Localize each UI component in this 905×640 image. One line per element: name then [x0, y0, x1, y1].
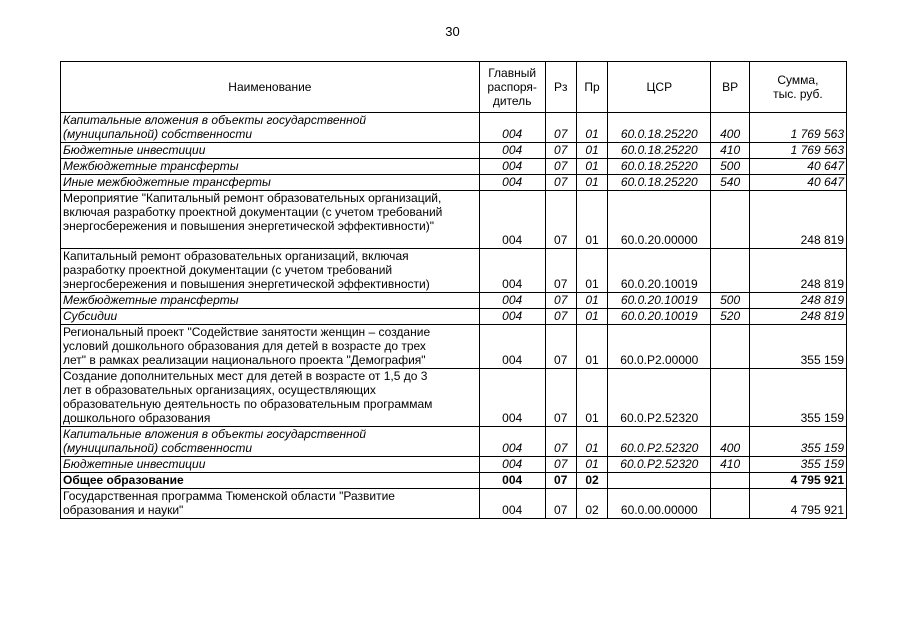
- cell-vr: 500: [711, 293, 749, 309]
- cell-name-line: Государственная программа Тюменской области "Развитие: [63, 489, 395, 503]
- cell-admin: 004: [479, 427, 545, 457]
- cell-name-line: дошкольного образования: [63, 411, 211, 425]
- table-row: [61, 143, 847, 159]
- cell-admin: 004: [479, 293, 545, 309]
- cell-name-line: Капитальные вложения в объекты государственной: [63, 113, 367, 127]
- cell-admin: 004: [479, 457, 545, 473]
- cell-csr: 60.0.P2.52320: [608, 457, 711, 473]
- header-vr: ВР: [711, 62, 749, 113]
- cell-sum: 4 795 921: [749, 473, 846, 489]
- cell-pr: 01: [576, 191, 607, 249]
- cell-vr: 400: [711, 427, 749, 457]
- table-row: [61, 113, 847, 143]
- cell-admin: 004: [479, 369, 545, 427]
- cell-name: [61, 159, 480, 175]
- table-row: [61, 473, 847, 489]
- cell-sum: 4 795 921: [749, 489, 846, 519]
- cell-sum: 1 769 563: [749, 113, 846, 143]
- cell-admin: 004: [479, 143, 545, 159]
- cell-vr: [711, 473, 749, 489]
- cell-name-line: Субсидии: [63, 309, 118, 323]
- cell-csr: 60.0.18.25220: [608, 143, 711, 159]
- table-row: [61, 159, 847, 175]
- header-sum-line: тыс. руб.: [773, 87, 823, 101]
- cell-name-line: (муниципальной) собственности: [63, 127, 253, 141]
- cell-name-line: лет" в рамках реализации национального проекта "Демография": [63, 353, 426, 367]
- cell-name-line: Капитальный ремонт образовательных организаций, включая: [63, 249, 409, 263]
- cell-rz: 07: [545, 159, 576, 175]
- cell-name-line: включая разработку проектной документации (с учетом требований: [63, 205, 443, 219]
- table-row: [61, 427, 847, 457]
- cell-rz: 07: [545, 191, 576, 249]
- cell-name: [61, 457, 480, 473]
- cell-sum: 40 647: [749, 159, 846, 175]
- cell-csr: 60.0.00.00000: [608, 489, 711, 519]
- cell-csr: 60.0.18.25220: [608, 175, 711, 191]
- cell-pr: 02: [576, 489, 607, 519]
- page-number: 30: [445, 24, 460, 39]
- cell-pr: 01: [576, 113, 607, 143]
- budget-table: [60, 61, 847, 519]
- table-row: [61, 191, 847, 249]
- cell-pr: 01: [576, 427, 607, 457]
- table-header-row: [61, 62, 847, 113]
- cell-sum: 248 819: [749, 309, 846, 325]
- cell-name: [61, 175, 480, 191]
- cell-vr: 410: [711, 457, 749, 473]
- cell-rz: 07: [545, 457, 576, 473]
- cell-csr: 60.0.18.25220: [608, 159, 711, 175]
- cell-rz: 07: [545, 143, 576, 159]
- cell-name: [61, 143, 480, 159]
- cell-name: [61, 489, 480, 519]
- cell-sum: 248 819: [749, 191, 846, 249]
- cell-name: [61, 473, 480, 489]
- cell-sum: 355 159: [749, 369, 846, 427]
- cell-pr: 01: [576, 143, 607, 159]
- header-sum: [749, 62, 846, 113]
- cell-admin: 004: [479, 249, 545, 293]
- header-csr: ЦСР: [608, 62, 711, 113]
- cell-admin: 004: [479, 159, 545, 175]
- cell-name: [61, 191, 480, 249]
- cell-name-line: разработку проектной документации (с учетом требований: [63, 263, 393, 277]
- cell-sum: 248 819: [749, 293, 846, 309]
- cell-vr: [711, 249, 749, 293]
- cell-name-line: [63, 233, 477, 247]
- cell-vr: [711, 325, 749, 369]
- cell-vr: 500: [711, 159, 749, 175]
- cell-vr: 400: [711, 113, 749, 143]
- table-row: [61, 249, 847, 293]
- cell-sum: 40 647: [749, 175, 846, 191]
- cell-rz: 07: [545, 489, 576, 519]
- cell-sum: 1 769 563: [749, 143, 846, 159]
- table-body: [61, 113, 847, 519]
- cell-sum: 355 159: [749, 457, 846, 473]
- cell-name-line: Мероприятие "Капитальный ремонт образовательных организаций,: [63, 191, 442, 205]
- cell-name-line: образования и науки": [63, 503, 184, 517]
- cell-vr: [711, 489, 749, 519]
- cell-name-line: условий дошкольного образования для детей в возрасте до трех: [63, 339, 426, 353]
- cell-pr: 01: [576, 325, 607, 369]
- table-row: [61, 309, 847, 325]
- cell-name: [61, 427, 480, 457]
- cell-sum: 248 819: [749, 249, 846, 293]
- cell-name: [61, 249, 480, 293]
- cell-admin: 004: [479, 489, 545, 519]
- cell-name-line: Создание дополнительных мест для детей в возрасте от 1,5 до 3: [63, 369, 428, 383]
- cell-csr: 60.0.20.10019: [608, 249, 711, 293]
- cell-name-line: Региональный проект "Содействие занятости женщин – создание: [63, 325, 431, 339]
- table-row: [61, 369, 847, 427]
- cell-admin: 004: [479, 309, 545, 325]
- cell-name-line: образовательную деятельность по образовательным программам: [63, 397, 433, 411]
- cell-pr: 01: [576, 369, 607, 427]
- cell-admin: 004: [479, 191, 545, 249]
- cell-name: [61, 325, 480, 369]
- cell-name-line: (муниципальной) собственности: [63, 441, 253, 455]
- header-admin-line: Главный: [488, 66, 537, 80]
- cell-admin: 004: [479, 113, 545, 143]
- cell-vr: 540: [711, 175, 749, 191]
- header-sum-line: Сумма,: [777, 73, 819, 87]
- cell-admin: 004: [479, 175, 545, 191]
- cell-name: [61, 293, 480, 309]
- cell-vr: 410: [711, 143, 749, 159]
- cell-vr: [711, 369, 749, 427]
- table-row: [61, 325, 847, 369]
- cell-csr: 60.0.20.00000: [608, 191, 711, 249]
- cell-admin: 004: [479, 473, 545, 489]
- header-admin: [479, 62, 545, 113]
- cell-pr: 01: [576, 457, 607, 473]
- cell-name-line: энергосбережения и повышения энергетической эффективности): [63, 277, 430, 291]
- header-admin-line: распоря-: [487, 80, 537, 94]
- cell-sum: 355 159: [749, 325, 846, 369]
- header-pr: Пр: [576, 62, 607, 113]
- table-row: [61, 457, 847, 473]
- table-row: [61, 489, 847, 519]
- cell-csr: [608, 473, 711, 489]
- header-admin-line: дитель: [492, 94, 532, 108]
- cell-name: [61, 113, 480, 143]
- cell-name-line: Иные межбюджетные трансферты: [63, 175, 271, 189]
- cell-rz: 07: [545, 113, 576, 143]
- cell-name-line: лет в образовательных организациях, осуществляющих: [63, 383, 376, 397]
- cell-rz: 07: [545, 369, 576, 427]
- cell-name: [61, 309, 480, 325]
- cell-name-line: Бюджетные инвестиции: [63, 143, 206, 157]
- cell-csr: 60.0.20.10019: [608, 293, 711, 309]
- cell-vr: [711, 191, 749, 249]
- cell-csr: 60.0.P2.00000: [608, 325, 711, 369]
- cell-name-line: Капитальные вложения в объекты государственной: [63, 427, 367, 441]
- cell-rz: 07: [545, 293, 576, 309]
- cell-pr: 01: [576, 309, 607, 325]
- cell-csr: 60.0.P2.52320: [608, 369, 711, 427]
- cell-name-line: энергосбережения и повышения энергетической эффективности)": [63, 219, 435, 233]
- cell-pr: 01: [576, 293, 607, 309]
- cell-rz: 07: [545, 175, 576, 191]
- cell-rz: 07: [545, 249, 576, 293]
- cell-rz: 07: [545, 473, 576, 489]
- cell-rz: 07: [545, 427, 576, 457]
- cell-pr: 01: [576, 159, 607, 175]
- cell-pr: 01: [576, 175, 607, 191]
- table-row: [61, 175, 847, 191]
- cell-pr: 02: [576, 473, 607, 489]
- cell-csr: 60.0.18.25220: [608, 113, 711, 143]
- cell-pr: 01: [576, 249, 607, 293]
- cell-name-line: Общее образование: [63, 473, 184, 487]
- header-rz: Рз: [545, 62, 576, 113]
- cell-admin: 004: [479, 325, 545, 369]
- cell-name-line: Бюджетные инвестиции: [63, 457, 206, 471]
- cell-name-line: Межбюджетные трансферты: [63, 293, 239, 307]
- cell-vr: 520: [711, 309, 749, 325]
- cell-name: [61, 369, 480, 427]
- cell-rz: 07: [545, 325, 576, 369]
- cell-csr: 60.0.20.10019: [608, 309, 711, 325]
- table-row: [61, 293, 847, 309]
- cell-sum: 355 159: [749, 427, 846, 457]
- header-name: Наименование: [61, 62, 480, 113]
- cell-name-line: Межбюджетные трансферты: [63, 159, 239, 173]
- cell-rz: 07: [545, 309, 576, 325]
- cell-csr: 60.0.P2.52320: [608, 427, 711, 457]
